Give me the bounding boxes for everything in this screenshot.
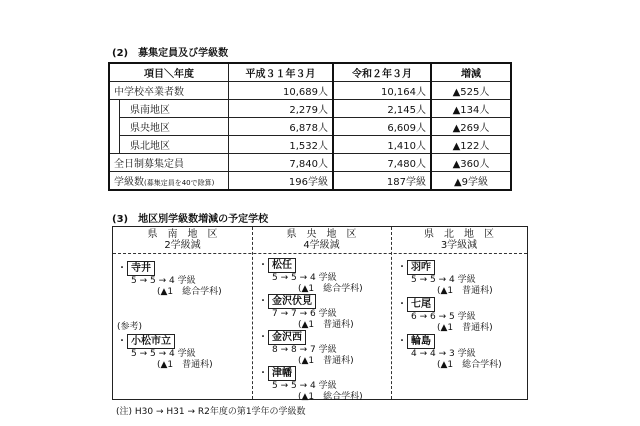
- row-r2: 7,480人: [333, 154, 431, 172]
- row-label: 県南地区: [120, 100, 229, 118]
- header-r2: 令和２年３月: [333, 63, 431, 82]
- row-label: 県央地区: [120, 118, 229, 136]
- table-row: [109, 82, 511, 100]
- school-detail: (▲1 普通科): [298, 320, 354, 330]
- header-item: 項目＼年度: [109, 63, 229, 82]
- row-h31: 196学級: [229, 172, 334, 191]
- indent-cell: [109, 100, 120, 118]
- row-h31: 10,689人: [229, 82, 334, 100]
- header-diff: 増減: [431, 63, 511, 82]
- school-detail: (▲1 普通科): [157, 360, 213, 370]
- row-r2: 10,164人: [333, 82, 431, 100]
- row-h31: 6,878人: [229, 118, 334, 136]
- school-entry: ・ 金沢伏見 7 → 7 → 6 学級 (▲1 普通科): [258, 296, 354, 330]
- region-change: 4学級減: [303, 240, 340, 251]
- region-change: 2学級減: [164, 240, 201, 251]
- school-name: 輪島: [407, 334, 435, 349]
- school-name: 羽咋: [407, 260, 435, 275]
- reference-label: (参考): [117, 322, 143, 332]
- school-transition: 5 → 5 → 4 学級: [131, 276, 196, 286]
- school-entry: ・ 松任 5 → 5 → 4 学級 (▲1 総合学科): [258, 260, 363, 294]
- school-transition: 4 → 4 → 3 学級: [411, 349, 476, 359]
- table-row: [109, 136, 511, 154]
- school-transition: 7 → 7 → 6 学級: [272, 309, 337, 319]
- school-detail: (▲1 普通科): [298, 356, 354, 366]
- row-r2: 2,145人: [333, 100, 431, 118]
- table-row: [109, 172, 511, 191]
- school-detail: (▲1 総合学科): [298, 392, 363, 402]
- region-name: 県 北 地 区: [424, 229, 494, 240]
- row-r2: 6,609人: [333, 118, 431, 136]
- school-name: 寺井: [127, 261, 155, 276]
- school-name: 七尾: [407, 297, 435, 312]
- school-detail: (▲1 普通科): [437, 323, 493, 333]
- school-entry: ・ 寺井 5 → 5 → 4 学級 (▲1 総合学科): [117, 263, 222, 297]
- table-row: [109, 154, 511, 172]
- reference-entry: (参考) ・ 小松市立 5 → 5 → 4 学級 (▲1 普通科): [117, 319, 213, 371]
- row-h31: 7,840人: [229, 154, 334, 172]
- school-detail: (▲1 普通科): [437, 286, 493, 296]
- school-entry: ・ 輪島 4 → 4 → 3 学級 (▲1 総合学科): [397, 336, 502, 370]
- school-name: 津幡: [268, 366, 296, 381]
- region-header: [391, 229, 527, 251]
- school-transition: 8 → 8 → 7 学級: [272, 345, 337, 355]
- school-name: 金沢西: [268, 330, 306, 345]
- row-label: 学級数: [114, 177, 144, 188]
- school-transition: 5 → 5 → 4 学級: [131, 349, 196, 359]
- school-detail: (▲1 総合学科): [437, 360, 502, 370]
- table-row: [109, 118, 511, 136]
- school-entry: ・ 七尾 6 → 6 → 5 学級 (▲1 普通科): [397, 299, 493, 333]
- row-label: 中学校卒業者数: [109, 82, 229, 100]
- row-diff: ▲9学級: [431, 172, 511, 191]
- region-central: [252, 227, 391, 402]
- region-header: [252, 229, 391, 251]
- row-label: 全日制募集定員: [109, 154, 229, 172]
- enrollment-table: [108, 62, 512, 191]
- row-diff: ▲525人: [431, 82, 511, 100]
- region-south: [113, 227, 252, 399]
- table-row: [109, 100, 511, 118]
- row-label-note: (募集定員を40で除算): [144, 179, 215, 187]
- row-diff: ▲134人: [431, 100, 511, 118]
- school-transition: 6 → 6 → 5 学級: [411, 312, 476, 322]
- section2-title: (3) 地区別学級数増減の予定学校: [112, 214, 269, 225]
- row-label-cell: [109, 172, 229, 191]
- section1-title: (2) 募集定員及び学級数: [112, 48, 229, 59]
- school-changes-table: [112, 226, 528, 400]
- row-h31: 2,279人: [229, 100, 334, 118]
- region-name: 県 南 地 区: [147, 229, 218, 240]
- row-h31: 1,532人: [229, 136, 334, 154]
- school-entry: ・ 羽咋 5 → 5 → 4 学級 (▲1 普通科): [397, 262, 493, 296]
- row-r2: 1,410人: [333, 136, 431, 154]
- school-entry: ・ 津幡 5 → 5 → 4 学級 (▲1 総合学科): [258, 368, 363, 402]
- table-header-row: [109, 63, 511, 82]
- school-transition: 5 → 5 → 4 学級: [411, 275, 476, 285]
- school-name: 金沢伏見: [268, 294, 316, 309]
- row-label: 県北地区: [120, 136, 229, 154]
- school-transition: 5 → 5 → 4 学級: [272, 273, 337, 283]
- row-r2: 187学級: [333, 172, 431, 191]
- footnote: (注) H30 → H31 → R2年度の第1学年の学級数: [116, 407, 306, 417]
- school-entry: ・ 金沢西 8 → 8 → 7 学級 (▲1 普通科): [258, 332, 354, 366]
- school-name: 小松市立: [127, 334, 175, 349]
- region-change: 3学級減: [440, 240, 478, 251]
- school-detail: (▲1 総合学科): [298, 284, 363, 294]
- row-diff: ▲122人: [431, 136, 511, 154]
- header-h31: 平成３１年３月: [229, 63, 334, 82]
- row-diff: ▲269人: [431, 118, 511, 136]
- region-header: [113, 229, 252, 251]
- school-transition: 5 → 5 → 4 学級: [272, 381, 337, 391]
- region-name: 県 央 地 区: [286, 229, 357, 240]
- region-north: [391, 227, 527, 399]
- school-detail: (▲1 総合学科): [157, 287, 222, 297]
- school-name: 松任: [268, 258, 296, 273]
- indent-cell: [109, 136, 120, 154]
- indent-cell: [109, 118, 120, 136]
- row-diff: ▲360人: [431, 154, 511, 172]
